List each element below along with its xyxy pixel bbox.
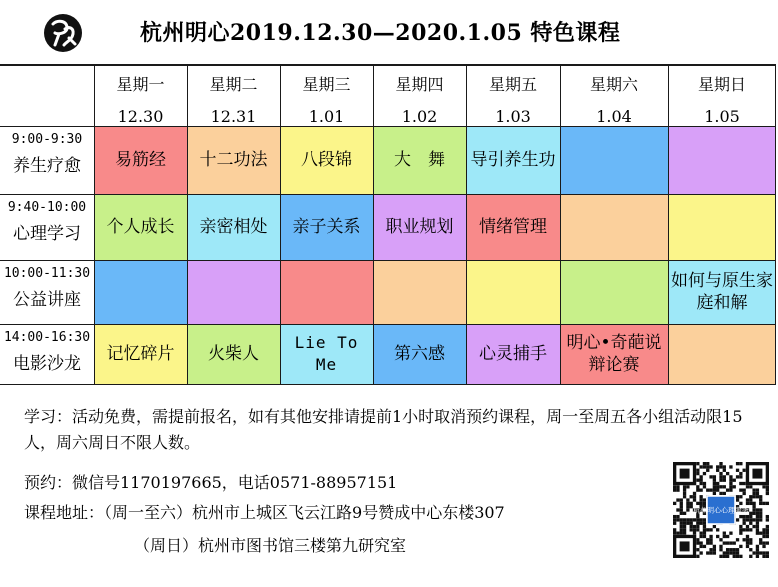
- day-name: 星期一: [116, 75, 165, 94]
- grid-line: [0, 126, 776, 127]
- course-cell[interactable]: 导引养生功: [466, 126, 560, 194]
- row-category: 养生疗愈: [13, 156, 81, 176]
- course-cell[interactable]: 心灵捕手: [466, 324, 560, 384]
- day-header: [668, 72, 776, 126]
- course-cell[interactable]: 大 舞: [373, 126, 466, 194]
- course-cell[interactable]: 明心•奇葩说辩论赛: [560, 324, 668, 384]
- course-cell[interactable]: 八段锦: [280, 126, 373, 194]
- day-date: 1.01: [308, 107, 345, 126]
- row-label: [0, 266, 94, 310]
- course-cell[interactable]: 火柴人: [187, 324, 280, 384]
- day-date: 1.04: [596, 107, 632, 126]
- day-date: 12.30: [117, 107, 164, 126]
- day-header: [560, 72, 668, 126]
- grid-line: [0, 194, 776, 195]
- grid-line: [775, 64, 776, 384]
- day-name: 星期三: [302, 75, 351, 94]
- row-time: 9:40-10:00: [7, 200, 87, 215]
- course-cell: [466, 260, 560, 324]
- grid-line: [668, 64, 669, 384]
- address-line-1: [24, 500, 764, 526]
- course-cell[interactable]: 易筋经: [94, 126, 187, 194]
- day-date: 1.03: [495, 107, 531, 126]
- grid-line: [0, 64, 776, 66]
- course-cell[interactable]: 情绪管理: [466, 194, 560, 260]
- row-label: [0, 132, 94, 176]
- course-cell[interactable]: 亲子关系: [280, 194, 373, 260]
- course-cell: [560, 194, 668, 260]
- grid-line: [187, 64, 188, 384]
- course-cell[interactable]: 个人成长: [94, 194, 187, 260]
- grid-line: [373, 64, 374, 384]
- day-date: 1.05: [704, 107, 740, 126]
- course-cell[interactable]: 如何与原生家庭和解: [668, 260, 776, 324]
- page-title: 杭州明心2019.12.30—2020.1.05 特色课程: [140, 20, 621, 46]
- course-cell: [373, 260, 466, 324]
- grid-line: [0, 260, 776, 261]
- grid-line: [0, 324, 776, 325]
- address-weekday: （周一至六）杭州市上城区飞云江路9号赞成中心东楼307: [104, 503, 505, 522]
- row-time: 10:00-11:30: [3, 266, 91, 281]
- address-weekend: （周日）杭州市图书馆三楼第九研究室: [134, 536, 407, 555]
- day-name: 星期六: [589, 75, 638, 94]
- course-cell: [668, 126, 776, 194]
- course-cell[interactable]: Lie To Me: [280, 324, 373, 384]
- schedule-table: [0, 64, 776, 384]
- grid-line: [466, 64, 467, 384]
- row-category: 公益讲座: [13, 290, 81, 310]
- course-cell: [187, 260, 280, 324]
- course-cell: [668, 324, 776, 384]
- brand-logo-icon: [42, 12, 84, 54]
- booking-info: 预约：微信号1170197665，电话0571-88957151: [24, 473, 398, 492]
- course-cell: [280, 260, 373, 324]
- day-name: 星期五: [488, 75, 537, 94]
- course-cell: [560, 126, 668, 194]
- course-cell: [668, 194, 776, 260]
- qr-code-icon[interactable]: [673, 462, 769, 558]
- course-cell: [94, 260, 187, 324]
- day-header: [466, 72, 560, 126]
- grid-line: [560, 64, 561, 384]
- course-cell[interactable]: 职业规划: [373, 194, 466, 260]
- row-label: [0, 200, 94, 244]
- grid-line: [0, 384, 776, 385]
- row-category: 心理学习: [13, 224, 81, 244]
- day-date: 1.02: [401, 107, 438, 126]
- day-header: [94, 72, 187, 126]
- day-date: 12.31: [210, 107, 257, 126]
- row-time: 14:00-16:30: [3, 330, 91, 345]
- qr-caption: 杭州明心心理服务: [693, 506, 749, 515]
- course-cell[interactable]: 第六感: [373, 324, 466, 384]
- grid-line: [94, 64, 95, 384]
- grid-line: [280, 64, 281, 384]
- day-name: 星期日: [697, 75, 746, 94]
- day-name: 星期二: [209, 75, 258, 94]
- row-category: 电影沙龙: [13, 354, 81, 374]
- row-time: 9:00-9:30: [11, 132, 83, 147]
- course-cell[interactable]: 亲密相处: [187, 194, 280, 260]
- course-cell[interactable]: 十二功法: [187, 126, 280, 194]
- day-header: [373, 72, 466, 126]
- course-cell: [560, 260, 668, 324]
- study-note: 学习：活动免费，需提前报名，如有其他安排请提前1小时取消预约课程，周一至周五各小组活动限15人，周六周日不限人数。: [24, 407, 743, 452]
- day-header: [187, 72, 280, 126]
- course-cell[interactable]: 记忆碎片: [94, 324, 187, 384]
- address-label: 课程地址：: [24, 503, 105, 522]
- day-header: [280, 72, 373, 126]
- row-label: [0, 330, 94, 374]
- day-name: 星期四: [395, 75, 444, 94]
